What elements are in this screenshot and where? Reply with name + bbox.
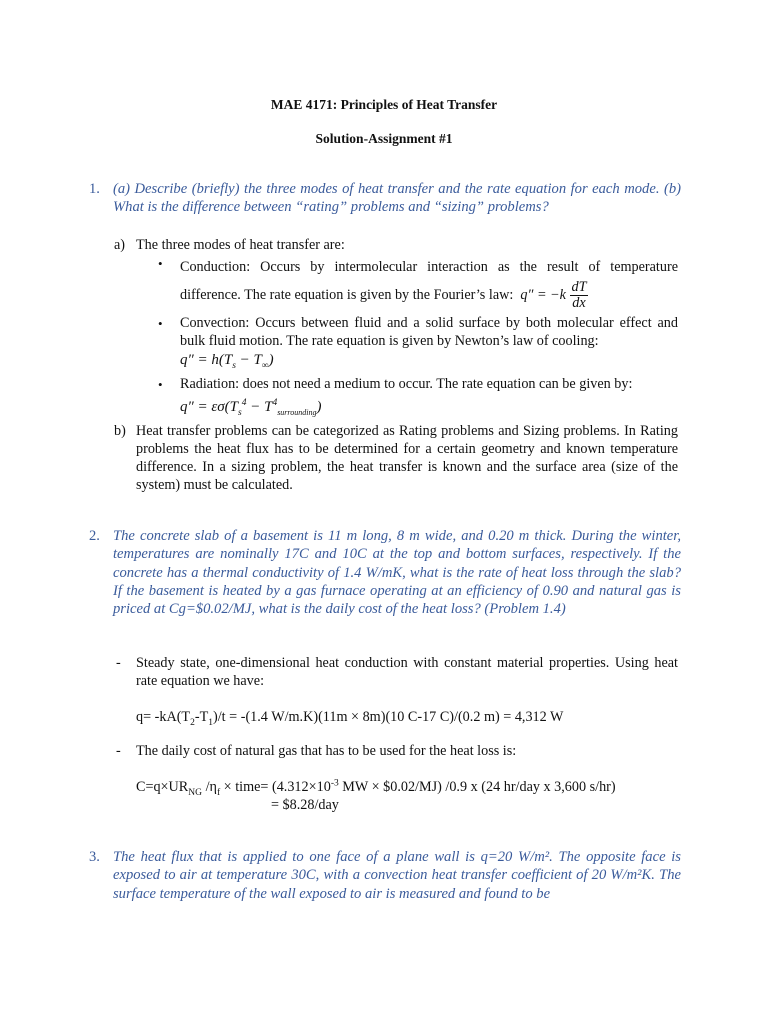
- solution-2-dash-2: -: [116, 743, 121, 759]
- part-b-text: Heat transfer problems can be categorized as Rating problems and Sizing problems. In Rating problems the heat flux has to be determined for a certain geometry and known temperature difference. In a sizing problem, the heat transfer is known and the surface area (size of the system) must be calculated.: [136, 423, 678, 493]
- question-1-text: (a) Describe (briefly) the three modes of heat transfer and the rate equation for each mode. (b) What is the difference between “rating” problems and “sizing” problems?: [113, 181, 681, 216]
- heat-rate-calculation: $q= -kA(T_2-T_1)/t = -(1.4$ W/m.K)(11m × 8m)(10 C-17 C)/(0.2 m) = 4,312 W: [136, 709, 564, 728]
- question-3: [89, 848, 681, 903]
- question-2-text: The concrete slab of a basement is 11 m long, 8 m wide, and 0.20 m thick. During the winter, temperatures are nominally 17C and 10C at the top and bottom surfaces, respectively. If the concrete has a thermal conductivity of 1.4 W/mK, what is the rate of heat loss through the slab? If the basement is heated by a gas furnace operating at an efficiency of 0.90 and natural gas is priced at Cg=$0.02/MJ, what is the daily cost of the heat loss? (Problem 1.4): [113, 528, 681, 618]
- question-3-text: The heat flux that is applied to one face of a plane wall is q=20 W/m². The opposite face is exposed to air at temperature 30C, with a convection heat transfer coefficient of 20 W/m²K. The surface temperature of the wall exposed to air is measured and found to be: [113, 849, 681, 902]
- question-1-number: 1.: [89, 181, 100, 197]
- course-title: MAE 4171: Principles of Heat Transfer: [270, 97, 498, 112]
- bullet-conduction: •: [158, 256, 163, 271]
- part-a-intro: The three modes of heat transfer are:: [136, 237, 345, 253]
- bullet-convection: •: [158, 316, 163, 331]
- bullet-radiation: •: [158, 377, 163, 392]
- question-2-number: 2.: [89, 528, 100, 544]
- part-a-label: a): [114, 237, 126, 253]
- newton-cooling-equation: $q'' = h(T_s - T_\infty)$: [180, 352, 274, 371]
- solution-2-dash-1: -: [116, 655, 121, 671]
- radiation-text: Radiation: does not need a medium to occur. The rate equation can be given by:: [180, 376, 633, 392]
- conduction-description: Conduction: Occurs by intermolecular interaction as the result of temperature difference. The rate equation is given by the Fourier’s law:: [180, 259, 678, 303]
- conduction-text: [180, 254, 678, 311]
- fourier-law-equation: q″ = −k $\frac{dT}{dx}$: [516, 279, 587, 311]
- part-b-label: b): [114, 423, 126, 439]
- question-3-number: 3.: [89, 849, 100, 865]
- daily-cost-calculation: $C=q\times UR_{NG}$ $/\eta_f$ × time= ($4.312\times 10^{-3}$ MW × $0.02/MJ) /0.9 x (24 hr/day x 3,600 s/hr): [136, 778, 616, 798]
- question-2: [89, 527, 681, 618]
- radiation-equation: $q'' = \varepsilon\sigma(T_s^4 - T^4_{surrounding})$: [180, 398, 322, 418]
- convection-text: Convection: Occurs between fluid and a solid surface by both molecular effect and bulk fluid motion. The rate equation is given by Newton’s law of cooling:: [180, 315, 678, 349]
- solution-2-paragraph-2: The daily cost of natural gas that has to be used for the heat loss is:: [136, 743, 517, 759]
- document-subtitle: Solution-Assignment #1: [315, 131, 453, 146]
- solution-2-paragraph-1: Steady state, one-dimensional heat conduction with constant material properties. Using heat rate equation we have:: [136, 655, 678, 689]
- question-1: [89, 180, 681, 217]
- daily-cost-result: = $8.28/day: [271, 797, 339, 813]
